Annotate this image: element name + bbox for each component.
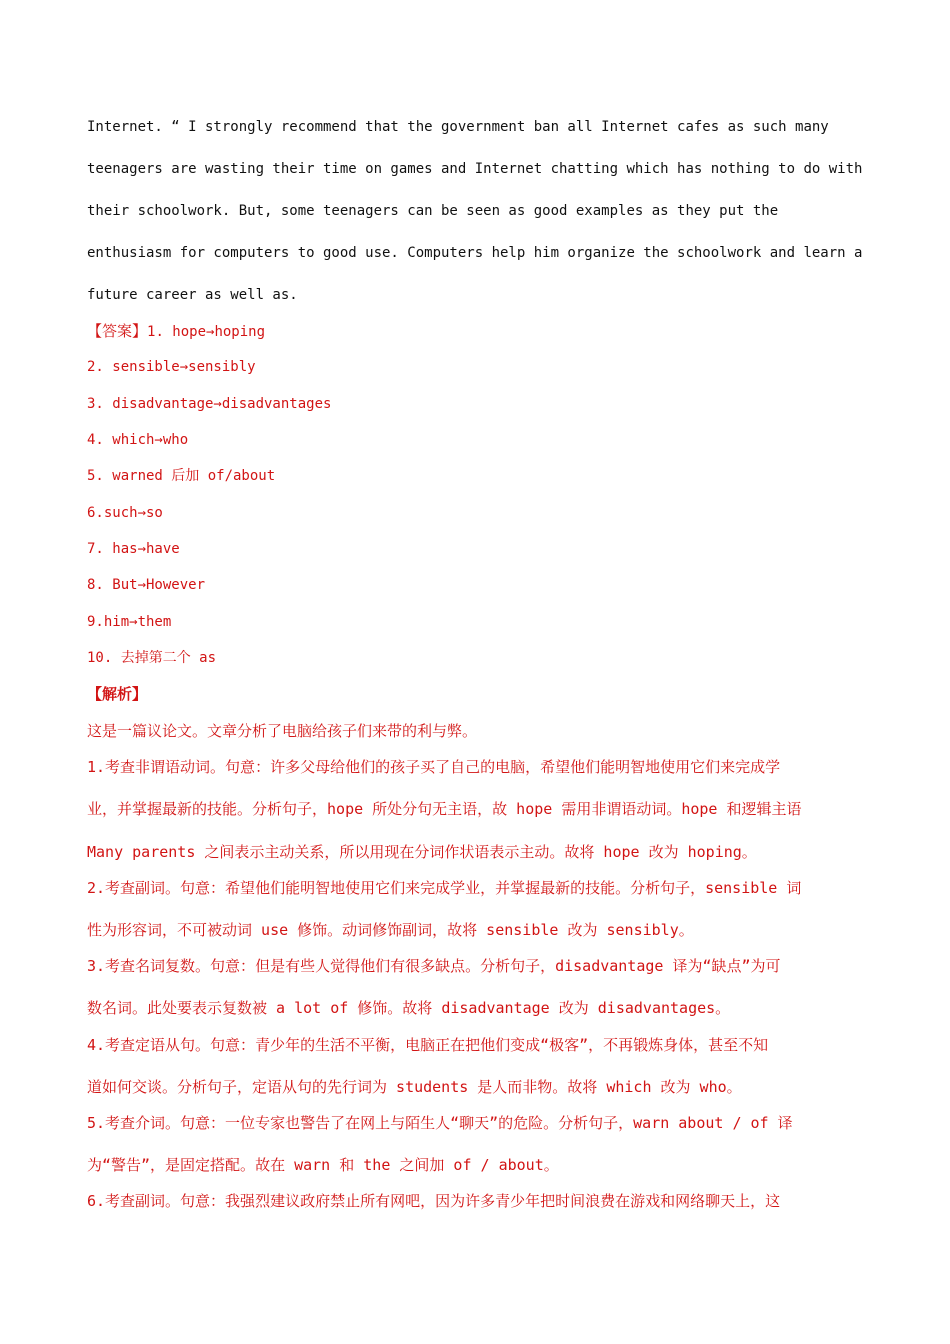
answer-item-2: 2. sensible→sensibly [87,359,256,375]
answer-label: 【答案】 [87,322,148,340]
answer-first-line [87,321,265,342]
passage-line-3: their schoolwork. But, some teenagers can be seen as good examples as they put the [87,203,779,219]
passage-line-4: enthusiasm for computers to good use. Computers help him organize the schoolwork and learn a [87,245,863,261]
analysis-line-11: 5.考查介词。句意：一位专家也警告了在网上与陌生人“聊天”的危险。分析句子，warn about / of 译 [87,1114,793,1132]
answer-item-5: 5. warned 后加 of/about [87,468,276,484]
analysis-line-7: 3.考查名词复数。句意：但是有些人觉得他们有很多缺点。分析句子，disadvantage 译为“缺点”为可 [87,957,781,975]
analysis-line-12: 为“警告”，是固定搭配。故在 warn 和 the 之间加 of / about。 [87,1156,559,1174]
analysis-line-10: 道如何交谈。分析句子，定语从句的先行词为 students 是人而非物。故将 which 改为 who。 [87,1078,742,1096]
analysis-line-5: 2.考查副词。句意：希望他们能明智地使用它们来完成学业，并掌握最新的技能。分析句子，sensible 词 [87,879,802,897]
answer-item-6: 6.such→so [87,505,163,521]
analysis-label: 【解析】 [87,685,148,703]
passage-line-1: Internet. “ I strongly recommend that the government ban all Internet cafes as such many [87,119,829,135]
answer-item-9: 9.him→them [87,614,172,630]
answer-item-1: 1. hope→hoping [147,324,266,340]
answer-item-10: 10. 去掉第二个 as [87,650,217,666]
analysis-line-3: 业，并掌握最新的技能。分析句子，hope 所处分句无主语，故 hope 需用非谓语动词。hope 和逻辑主语 [87,800,802,818]
analysis-line-4: Many parents 之间表示主动关系，所以用现在分词作状语表示主动。故将 hope 改为 hoping。 [87,843,757,861]
passage-line-5: future career as well as. [87,287,298,303]
analysis-line-6: 性为形容词，不可被动词 use 修饰。动词修饰副词，故将 sensible 改为 sensibly。 [87,921,694,939]
answer-item-4: 4. which→who [87,432,189,448]
analysis-line-2: 1.考查非谓语动词。句意：许多父母给他们的孩子买了自己的电脑，希望他们能明智地使用它们来完成学 [87,758,781,776]
analysis-line-9: 4.考查定语从句。句意：青少年的生活不平衡，电脑正在把他们变成“极客”，不再锻炼身体，甚至不知 [87,1036,769,1054]
passage-line-2: teenagers are wasting their time on games and Internet chatting which has nothing to do with [87,161,863,177]
answer-item-7: 7. has→have [87,541,180,557]
analysis-line-13: 6.考查副词。句意：我强烈建议政府禁止所有网吧，因为许多青少年把时间浪费在游戏和网络聊天上，这 [87,1192,781,1210]
answer-item-8: 8. But→However [87,577,206,593]
analysis-line-1: 这是一篇议论文。文章分析了电脑给孩子们来带的利与弊。 [87,722,478,740]
analysis-line-8: 数名词。此处要表示复数被 a lot of 修饰。故将 disadvantage 改为 disadvantages。 [87,999,731,1017]
answer-item-3: 3. disadvantage→disadvantages [87,396,332,412]
